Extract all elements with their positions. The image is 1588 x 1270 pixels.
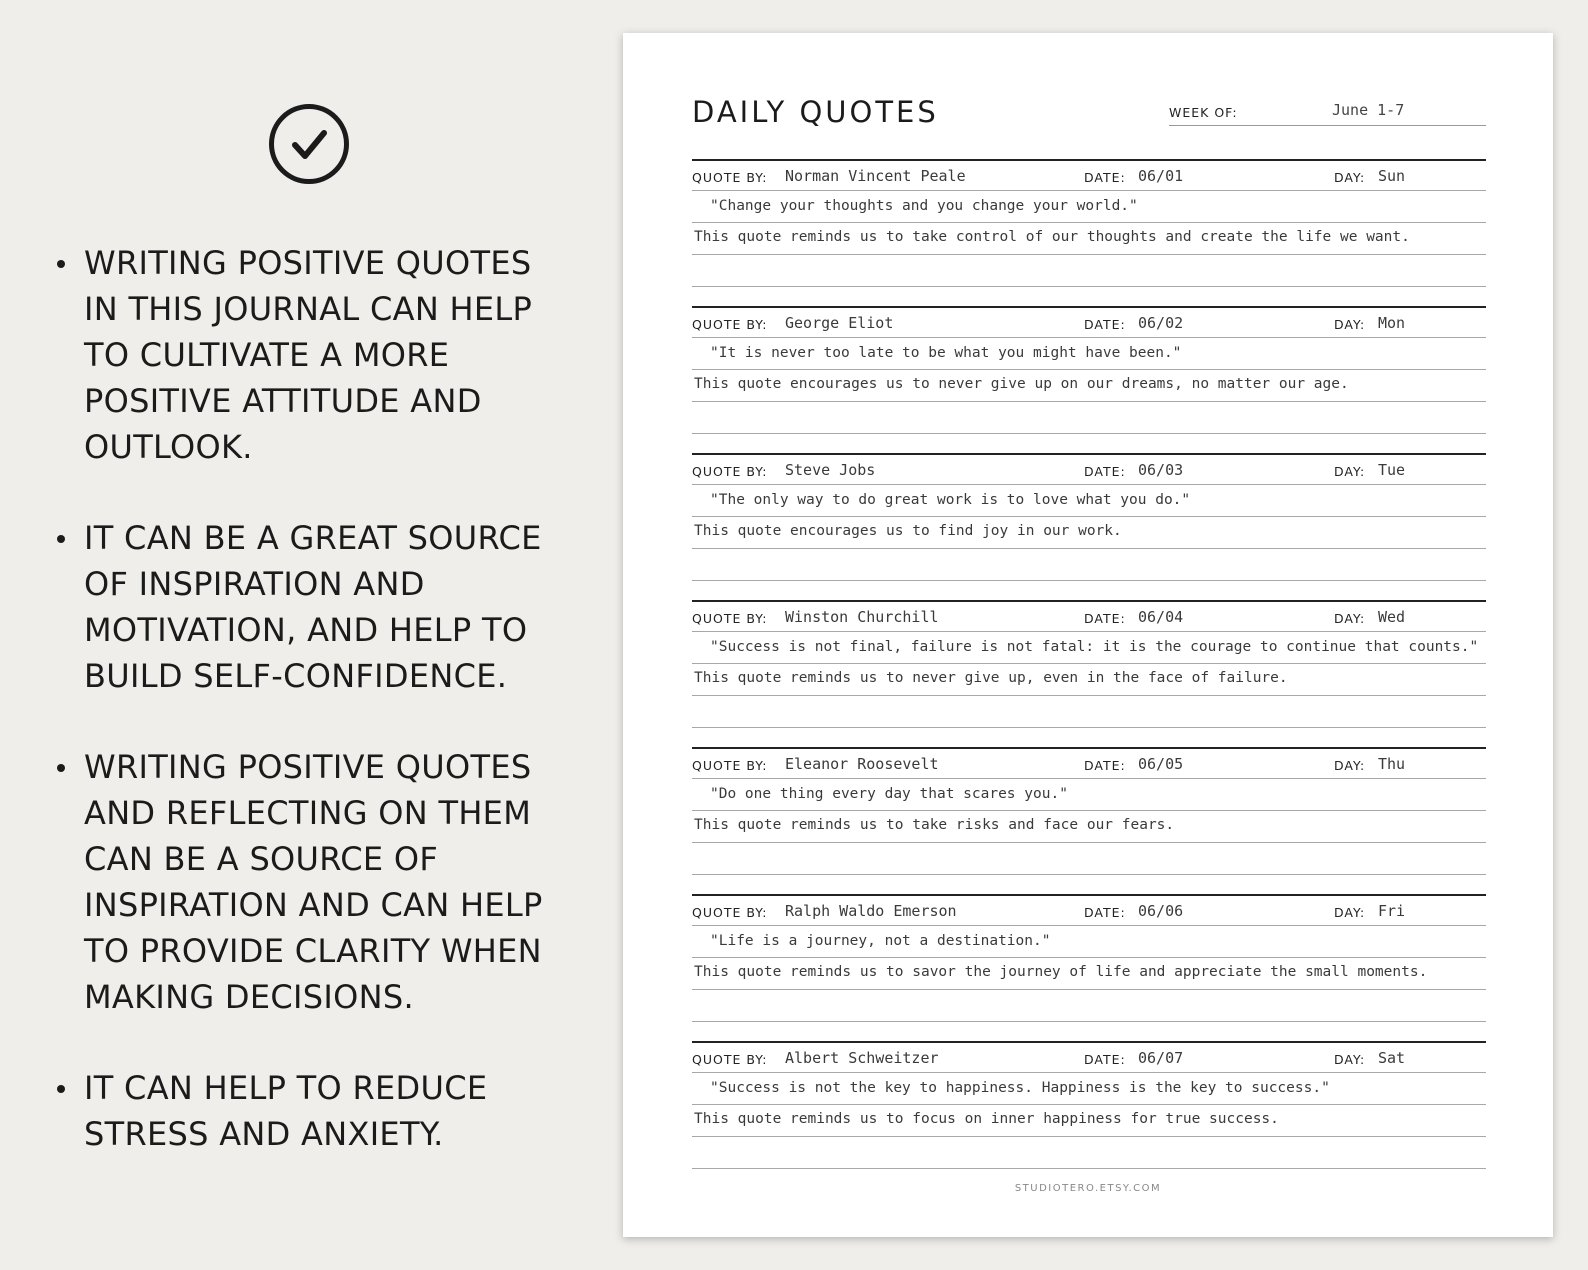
quote-reflection: This quote encourages us to find joy in our work. bbox=[694, 523, 1122, 539]
benefit-text-line: IN THIS JOURNAL CAN HELP bbox=[84, 290, 533, 328]
quote-text: "Do one thing every day that scares you." bbox=[710, 786, 1068, 802]
day-label: DAY: bbox=[1334, 905, 1366, 920]
benefit-item bbox=[48, 744, 608, 1020]
date-label: DATE: bbox=[1084, 1052, 1126, 1067]
entry-rule bbox=[692, 433, 1486, 434]
quote-reflection: This quote reminds us to focus on inner happiness for true success. bbox=[694, 1111, 1279, 1127]
entry-top-rule bbox=[692, 600, 1486, 602]
entry-rule bbox=[692, 778, 1486, 779]
quote-day: Sat bbox=[1378, 1049, 1406, 1067]
quote-text: "Life is a journey, not a destination." bbox=[710, 933, 1051, 949]
entry-rule bbox=[692, 1104, 1486, 1105]
day-label: DAY: bbox=[1334, 611, 1366, 626]
quote-text: "It is never too late to be what you might have been." bbox=[710, 345, 1182, 361]
quote-entries bbox=[692, 159, 1486, 1188]
benefit-text-line: IT CAN BE A GREAT SOURCE bbox=[84, 519, 542, 557]
page-header bbox=[692, 95, 1486, 131]
entry-rule bbox=[692, 874, 1486, 875]
quote-entry bbox=[692, 306, 1486, 453]
quote-reflection: This quote reminds us to take control of our thoughts and create the life we want. bbox=[694, 229, 1410, 245]
quote-text: "The only way to do great work is to love what you do." bbox=[710, 492, 1191, 508]
benefit-text-line: POSITIVE ATTITUDE AND bbox=[84, 382, 482, 420]
quote-by-label: QUOTE BY: bbox=[692, 464, 768, 479]
entry-rule bbox=[692, 369, 1486, 370]
day-label: DAY: bbox=[1334, 464, 1366, 479]
entry-rule bbox=[692, 1021, 1486, 1022]
entry-rule bbox=[692, 957, 1486, 958]
benefit-item bbox=[48, 1065, 608, 1157]
quote-day: Wed bbox=[1378, 608, 1406, 626]
entry-top-rule bbox=[692, 159, 1486, 161]
entry-rule bbox=[692, 580, 1486, 581]
benefit-text-line: TO PROVIDE CLARITY WHEN bbox=[84, 932, 542, 970]
date-label: DATE: bbox=[1084, 317, 1126, 332]
checkmark-icon bbox=[274, 109, 344, 179]
entry-rule bbox=[692, 222, 1486, 223]
quote-entry bbox=[692, 894, 1486, 1041]
benefit-text-line: CAN BE A SOURCE OF bbox=[84, 840, 439, 878]
entry-rule bbox=[692, 516, 1486, 517]
quote-reflection: This quote encourages us to never give up on our dreams, no matter our age. bbox=[694, 376, 1349, 392]
week-of-value: June 1-7 bbox=[1332, 101, 1405, 119]
quote-day: Tue bbox=[1378, 461, 1406, 479]
quote-by-label: QUOTE BY: bbox=[692, 1052, 768, 1067]
entry-top-rule bbox=[692, 894, 1486, 896]
benefit-text-line: OUTLOOK. bbox=[84, 428, 253, 466]
quote-author: Steve Jobs bbox=[785, 461, 876, 479]
entry-rule bbox=[692, 190, 1486, 191]
entry-rule bbox=[692, 484, 1486, 485]
quote-day: Mon bbox=[1378, 314, 1406, 332]
entry-rule bbox=[692, 1136, 1486, 1137]
quote-text: "Change your thoughts and you change your world." bbox=[710, 198, 1138, 214]
date-label: DATE: bbox=[1084, 758, 1126, 773]
quote-reflection: This quote reminds us to never give up, even in the face of failure. bbox=[694, 670, 1288, 686]
quote-entry bbox=[692, 600, 1486, 747]
week-of-label: WEEK OF: bbox=[1169, 105, 1238, 120]
date-label: DATE: bbox=[1084, 905, 1126, 920]
quote-author: Winston Churchill bbox=[785, 608, 939, 626]
benefit-text-line: OF INSPIRATION AND bbox=[84, 565, 425, 603]
entry-rule bbox=[692, 663, 1486, 664]
bullet-icon bbox=[57, 535, 65, 543]
benefit-text-line: STRESS AND ANXIETY. bbox=[84, 1115, 444, 1153]
quote-by-label: QUOTE BY: bbox=[692, 905, 768, 920]
benefit-text-line: WRITING POSITIVE QUOTES bbox=[84, 748, 532, 786]
quote-text: "Success is not the key to happiness. Happiness is the key to success." bbox=[710, 1080, 1330, 1096]
quote-by-label: QUOTE BY: bbox=[692, 611, 768, 626]
entry-rule bbox=[692, 631, 1486, 632]
quote-text: "Success is not final, failure is not fatal: it is the courage to continue that counts." bbox=[710, 639, 1479, 655]
quote-by-label: QUOTE BY: bbox=[692, 317, 768, 332]
journal-page bbox=[623, 33, 1553, 1237]
entry-rule bbox=[692, 695, 1486, 696]
quote-date: 06/05 bbox=[1138, 755, 1184, 773]
date-label: DATE: bbox=[1084, 170, 1126, 185]
quote-author: Eleanor Roosevelt bbox=[785, 755, 939, 773]
entry-top-rule bbox=[692, 747, 1486, 749]
benefit-text-line: IT CAN HELP TO REDUCE bbox=[84, 1069, 488, 1107]
checkmark-circle-icon bbox=[269, 104, 349, 184]
quote-day: Sun bbox=[1378, 167, 1406, 185]
quote-author: Ralph Waldo Emerson bbox=[785, 902, 957, 920]
quote-by-label: QUOTE BY: bbox=[692, 170, 768, 185]
day-label: DAY: bbox=[1334, 317, 1366, 332]
page-title: DAILY QUOTES bbox=[692, 95, 939, 129]
quote-entry bbox=[692, 453, 1486, 600]
entry-top-rule bbox=[692, 1041, 1486, 1043]
entry-rule bbox=[692, 842, 1486, 843]
quote-author: George Eliot bbox=[785, 314, 894, 332]
page-footer: STUDIOTERO.ETSY.COM bbox=[1014, 1183, 1162, 1194]
benefits-list bbox=[48, 240, 608, 1202]
quote-reflection: This quote reminds us to take risks and face our fears. bbox=[694, 817, 1175, 833]
quote-entry bbox=[692, 747, 1486, 894]
entry-rule bbox=[692, 254, 1486, 255]
benefit-text-line: WRITING POSITIVE QUOTES bbox=[84, 244, 532, 282]
quote-day: Thu bbox=[1378, 755, 1406, 773]
quote-date: 06/06 bbox=[1138, 902, 1184, 920]
entry-rule bbox=[692, 1168, 1486, 1169]
week-of-rule bbox=[1169, 125, 1486, 126]
entry-rule bbox=[692, 810, 1486, 811]
quote-reflection: This quote reminds us to savor the journey of life and appreciate the small moments. bbox=[694, 964, 1428, 980]
quote-date: 06/04 bbox=[1138, 608, 1184, 626]
benefit-text-line: MOTIVATION, AND HELP TO bbox=[84, 611, 528, 649]
quote-entry bbox=[692, 1041, 1486, 1188]
quote-author: Albert Schweitzer bbox=[785, 1049, 939, 1067]
bullet-icon bbox=[57, 764, 65, 772]
quote-by-label: QUOTE BY: bbox=[692, 758, 768, 773]
entry-rule bbox=[692, 548, 1486, 549]
bullet-icon bbox=[57, 1085, 65, 1093]
entry-top-rule bbox=[692, 306, 1486, 308]
benefit-text-line: BUILD SELF-CONFIDENCE. bbox=[84, 657, 508, 695]
benefit-text-line: AND REFLECTING ON THEM bbox=[84, 794, 532, 832]
entry-rule bbox=[692, 989, 1486, 990]
quote-author: Norman Vincent Peale bbox=[785, 167, 966, 185]
quote-date: 06/03 bbox=[1138, 461, 1184, 479]
date-label: DATE: bbox=[1084, 464, 1126, 479]
quote-day: Fri bbox=[1378, 902, 1406, 920]
quote-entry bbox=[692, 159, 1486, 306]
benefit-text-line: MAKING DECISIONS. bbox=[84, 978, 414, 1016]
benefit-text-line: INSPIRATION AND CAN HELP bbox=[84, 886, 543, 924]
entry-top-rule bbox=[692, 453, 1486, 455]
entry-rule bbox=[692, 286, 1486, 287]
bullet-icon bbox=[57, 260, 65, 268]
benefit-item bbox=[48, 240, 608, 470]
entry-rule bbox=[692, 925, 1486, 926]
benefit-text-line: TO CULTIVATE A MORE bbox=[84, 336, 450, 374]
entry-rule bbox=[692, 1072, 1486, 1073]
quote-date: 06/07 bbox=[1138, 1049, 1184, 1067]
day-label: DAY: bbox=[1334, 758, 1366, 773]
day-label: DAY: bbox=[1334, 170, 1366, 185]
entry-rule bbox=[692, 401, 1486, 402]
entry-rule bbox=[692, 727, 1486, 728]
day-label: DAY: bbox=[1334, 1052, 1366, 1067]
date-label: DATE: bbox=[1084, 611, 1126, 626]
quote-date: 06/01 bbox=[1138, 167, 1184, 185]
entry-rule bbox=[692, 337, 1486, 338]
benefit-item bbox=[48, 515, 608, 699]
quote-date: 06/02 bbox=[1138, 314, 1184, 332]
